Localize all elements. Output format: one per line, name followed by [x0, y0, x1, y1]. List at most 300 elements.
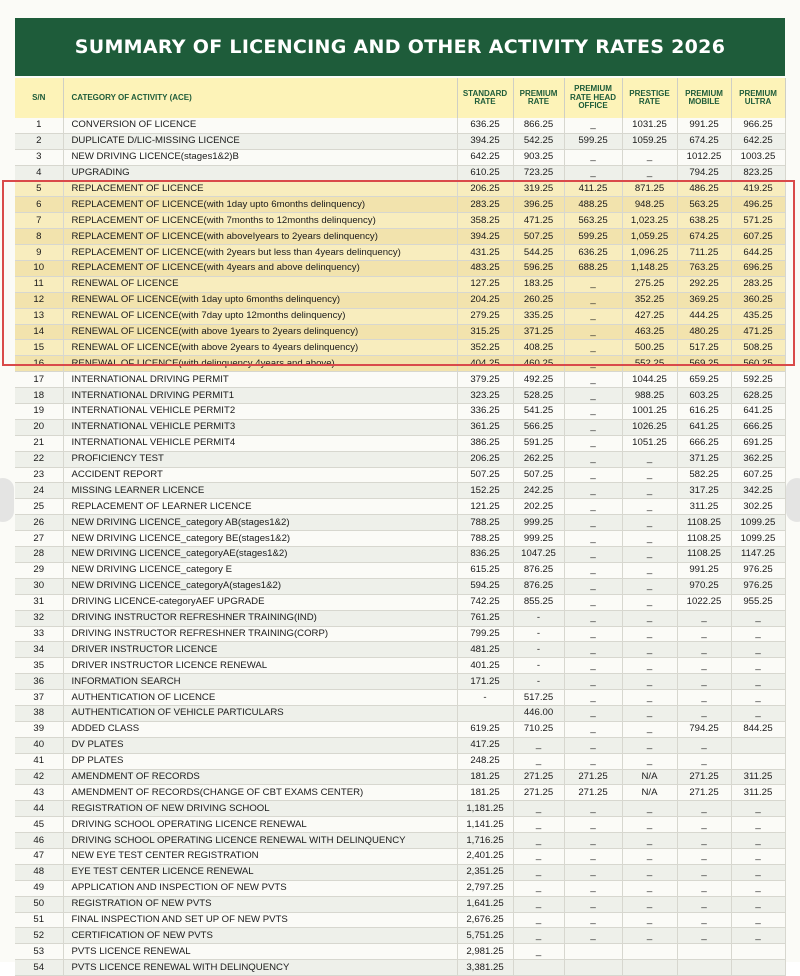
cell-premium-rate: 408.25 — [513, 340, 564, 356]
cell-premium-ultra: 691.25 — [731, 435, 785, 451]
cell-premium-mobile: _ — [677, 912, 731, 928]
cell-sn: 34 — [15, 642, 63, 658]
cell-category: NEW DRIVING LICENCE_categoryA(stages1&2) — [63, 578, 457, 594]
cell-premium-rate-head-office — [564, 960, 622, 976]
cell-prestige-rate: 1044.25 — [622, 372, 677, 388]
cell-standard-rate: 2,676.25 — [457, 912, 513, 928]
cell-standard-rate: 761.25 — [457, 610, 513, 626]
table-row — [15, 944, 785, 960]
cell-category: REPLACEMENT OF LICENCE — [63, 181, 457, 197]
cell-premium-mobile: _ — [677, 817, 731, 833]
cell-category: RENEWAL OF LICENCE(with 7day upto 12months delinquency) — [63, 308, 457, 324]
cell-prestige-rate: _ — [622, 674, 677, 690]
cell-category: INTERNATIONAL VEHICLE PERMIT2 — [63, 404, 457, 420]
cell-premium-rate: 591.25 — [513, 435, 564, 451]
cell-sn: 41 — [15, 753, 63, 769]
table-row — [15, 848, 785, 864]
cell-prestige-rate — [622, 944, 677, 960]
cell-standard-rate: 2,981.25 — [457, 944, 513, 960]
cell-category: NEW DRIVING LICENCE_categoryAE(stages1&2) — [63, 547, 457, 563]
cell-premium-rate-head-office: _ — [564, 594, 622, 610]
table-row — [15, 721, 785, 737]
cell-premium-ultra: 642.25 — [731, 133, 785, 149]
table-row — [15, 499, 785, 515]
cell-premium-ultra: 966.25 — [731, 118, 785, 133]
cell-premium-ultra: 823.25 — [731, 165, 785, 181]
cell-premium-rate-head-office: _ — [564, 896, 622, 912]
cell-premium-rate-head-office: _ — [564, 690, 622, 706]
table-row — [15, 149, 785, 165]
table-row — [15, 181, 785, 197]
cell-category: AMENDMENT OF RECORDS — [63, 769, 457, 785]
header-premium-ultra: PREMIUM ULTRA — [731, 78, 785, 118]
cell-prestige-rate: _ — [622, 864, 677, 880]
cell-premium-rate-head-office: _ — [564, 912, 622, 928]
cell-standard-rate: 181.25 — [457, 769, 513, 785]
cell-premium-ultra: 1099.25 — [731, 531, 785, 547]
cell-prestige-rate: _ — [622, 880, 677, 896]
cell-premium-mobile: 569.25 — [677, 356, 731, 372]
cell-prestige-rate: 1031.25 — [622, 118, 677, 133]
cell-premium-rate-head-office: _ — [564, 356, 622, 372]
cell-prestige-rate: _ — [622, 801, 677, 817]
cell-premium-ultra — [731, 960, 785, 976]
cell-premium-rate: - — [513, 674, 564, 690]
cell-standard-rate: 336.25 — [457, 404, 513, 420]
cell-standard-rate: 799.25 — [457, 626, 513, 642]
cell-standard-rate: 431.25 — [457, 245, 513, 261]
cell-sn: 54 — [15, 960, 63, 976]
table-row — [15, 197, 785, 213]
cell-premium-rate: _ — [513, 833, 564, 849]
table-row — [15, 785, 785, 801]
cell-premium-rate-head-office: _ — [564, 118, 622, 133]
cell-standard-rate: 279.25 — [457, 308, 513, 324]
next-arrow-button[interactable] — [786, 478, 800, 522]
cell-category: APPLICATION AND INSPECTION OF NEW PVTS — [63, 880, 457, 896]
cell-sn: 23 — [15, 467, 63, 483]
table-row — [15, 276, 785, 292]
cell-sn: 49 — [15, 880, 63, 896]
cell-premium-rate-head-office: _ — [564, 404, 622, 420]
cell-premium-ultra: _ — [731, 674, 785, 690]
cell-prestige-rate: 1,148.25 — [622, 261, 677, 277]
cell-category: REGISTRATION OF NEW DRIVING SCHOOL — [63, 801, 457, 817]
cell-premium-mobile: 444.25 — [677, 308, 731, 324]
cell-premium-rate-head-office: 411.25 — [564, 181, 622, 197]
cell-premium-mobile: _ — [677, 674, 731, 690]
cell-prestige-rate: 948.25 — [622, 197, 677, 213]
cell-premium-ultra: 496.25 — [731, 197, 785, 213]
cell-premium-rate: _ — [513, 912, 564, 928]
cell-category: DRIVER INSTRUCTOR LICENCE RENEWAL — [63, 658, 457, 674]
cell-premium-rate-head-office: _ — [564, 308, 622, 324]
cell-prestige-rate: 1,096.25 — [622, 245, 677, 261]
cell-standard-rate: 323.25 — [457, 388, 513, 404]
cell-standard-rate: 358.25 — [457, 213, 513, 229]
cell-premium-rate: - — [513, 658, 564, 674]
cell-premium-rate: 271.25 — [513, 769, 564, 785]
previous-arrow-button[interactable] — [0, 478, 14, 522]
cell-standard-rate: 2,401.25 — [457, 848, 513, 864]
cell-premium-rate-head-office: _ — [564, 610, 622, 626]
cell-premium-rate: 876.25 — [513, 578, 564, 594]
cell-category: INFORMATION SEARCH — [63, 674, 457, 690]
cell-standard-rate: 394.25 — [457, 133, 513, 149]
cell-standard-rate: 594.25 — [457, 578, 513, 594]
cell-standard-rate: 386.25 — [457, 435, 513, 451]
table-row — [15, 515, 785, 531]
table-row — [15, 801, 785, 817]
cell-premium-mobile: 271.25 — [677, 785, 731, 801]
cell-premium-rate: - — [513, 626, 564, 642]
cell-premium-rate-head-office: 271.25 — [564, 769, 622, 785]
table-row — [15, 404, 785, 420]
cell-sn: 24 — [15, 483, 63, 499]
table-row — [15, 658, 785, 674]
cell-standard-rate: 361.25 — [457, 419, 513, 435]
cell-premium-rate: 183.25 — [513, 276, 564, 292]
cell-category: DRIVER INSTRUCTOR LICENCE — [63, 642, 457, 658]
cell-premium-ultra: _ — [731, 705, 785, 721]
cell-premium-ultra: _ — [731, 658, 785, 674]
cell-sn: 36 — [15, 674, 63, 690]
cell-premium-rate: 262.25 — [513, 451, 564, 467]
cell-prestige-rate: _ — [622, 451, 677, 467]
cell-premium-ultra: 283.25 — [731, 276, 785, 292]
cell-premium-rate-head-office: _ — [564, 578, 622, 594]
cell-premium-ultra — [731, 753, 785, 769]
cell-category: MISSING LEARNER LICENCE — [63, 483, 457, 499]
table-row — [15, 118, 785, 133]
cell-standard-rate: 401.25 — [457, 658, 513, 674]
cell-premium-rate: _ — [513, 848, 564, 864]
table-row — [15, 896, 785, 912]
cell-premium-ultra: 1147.25 — [731, 547, 785, 563]
cell-premium-rate: _ — [513, 817, 564, 833]
cell-prestige-rate: 1051.25 — [622, 435, 677, 451]
cell-category: AUTHENTICATION OF VEHICLE PARTICULARS — [63, 705, 457, 721]
cell-premium-mobile — [677, 944, 731, 960]
cell-category: DRIVING INSTRUCTOR REFRESHNER TRAINING(IND) — [63, 610, 457, 626]
cell-premium-mobile: 970.25 — [677, 578, 731, 594]
cell-sn: 25 — [15, 499, 63, 515]
cell-standard-rate: 5,751.25 — [457, 928, 513, 944]
cell-premium-rate-head-office: _ — [564, 340, 622, 356]
cell-prestige-rate: _ — [622, 483, 677, 499]
cell-premium-rate: 371.25 — [513, 324, 564, 340]
cell-premium-mobile: _ — [677, 928, 731, 944]
cell-premium-ultra: _ — [731, 801, 785, 817]
cell-premium-rate-head-office: 599.25 — [564, 229, 622, 245]
cell-premium-rate: _ — [513, 864, 564, 880]
cell-prestige-rate: 1026.25 — [622, 419, 677, 435]
cell-premium-mobile: 991.25 — [677, 118, 731, 133]
cell-premium-rate-head-office: _ — [564, 705, 622, 721]
cell-premium-mobile: 486.25 — [677, 181, 731, 197]
cell-premium-rate: _ — [513, 753, 564, 769]
cell-premium-mobile: 292.25 — [677, 276, 731, 292]
cell-premium-mobile: _ — [677, 690, 731, 706]
cell-standard-rate: 619.25 — [457, 721, 513, 737]
cell-prestige-rate: N/A — [622, 769, 677, 785]
cell-sn: 20 — [15, 419, 63, 435]
cell-premium-rate: 710.25 — [513, 721, 564, 737]
cell-sn: 50 — [15, 896, 63, 912]
cell-premium-ultra — [731, 737, 785, 753]
cell-premium-ultra: 362.25 — [731, 451, 785, 467]
cell-premium-rate: 460.25 — [513, 356, 564, 372]
cell-standard-rate: 171.25 — [457, 674, 513, 690]
cell-premium-rate: 507.25 — [513, 229, 564, 245]
cell-premium-rate: _ — [513, 944, 564, 960]
cell-premium-rate-head-office: _ — [564, 817, 622, 833]
cell-prestige-rate — [622, 960, 677, 976]
table-row — [15, 864, 785, 880]
cell-premium-mobile: 616.25 — [677, 404, 731, 420]
table-row — [15, 769, 785, 785]
rates-table — [15, 78, 786, 976]
cell-premium-mobile: _ — [677, 626, 731, 642]
cell-premium-mobile: 517.25 — [677, 340, 731, 356]
table-row — [15, 435, 785, 451]
table-row — [15, 308, 785, 324]
cell-premium-rate: 544.25 — [513, 245, 564, 261]
cell-premium-rate: 260.25 — [513, 292, 564, 308]
cell-premium-rate: 541.25 — [513, 404, 564, 420]
cell-prestige-rate: _ — [622, 578, 677, 594]
cell-sn: 12 — [15, 292, 63, 308]
cell-premium-ultra: _ — [731, 928, 785, 944]
cell-premium-rate: - — [513, 642, 564, 658]
table-row — [15, 562, 785, 578]
cell-premium-mobile: 641.25 — [677, 419, 731, 435]
cell-premium-rate-head-office: _ — [564, 737, 622, 753]
cell-standard-rate: 315.25 — [457, 324, 513, 340]
cell-category: DUPLICATE D/LIC-MISSING LICENCE — [63, 133, 457, 149]
cell-sn: 5 — [15, 181, 63, 197]
cell-premium-rate-head-office: _ — [564, 276, 622, 292]
cell-premium-mobile: 659.25 — [677, 372, 731, 388]
cell-premium-ultra: _ — [731, 610, 785, 626]
cell-category: DRIVING INSTRUCTOR REFRESHNER TRAINING(CORP) — [63, 626, 457, 642]
cell-standard-rate: 610.25 — [457, 165, 513, 181]
cell-sn: 38 — [15, 705, 63, 721]
cell-prestige-rate: _ — [622, 912, 677, 928]
cell-standard-rate: - — [457, 690, 513, 706]
table-row — [15, 419, 785, 435]
cell-category: NEW DRIVING LICENCE(stages1&2)B — [63, 149, 457, 165]
cell-standard-rate: 206.25 — [457, 181, 513, 197]
cell-premium-mobile: 563.25 — [677, 197, 731, 213]
cell-prestige-rate: _ — [622, 928, 677, 944]
cell-premium-mobile: 638.25 — [677, 213, 731, 229]
cell-standard-rate: 788.25 — [457, 515, 513, 531]
table-row — [15, 610, 785, 626]
cell-category: CERTIFICATION OF NEW PVTS — [63, 928, 457, 944]
cell-premium-ultra: 311.25 — [731, 785, 785, 801]
cell-premium-rate: 396.25 — [513, 197, 564, 213]
cell-premium-rate: 446.00 — [513, 705, 564, 721]
cell-category: AMENDMENT OF RECORDS(CHANGE OF CBT EXAMS CENTER) — [63, 785, 457, 801]
cell-standard-rate: 788.25 — [457, 531, 513, 547]
cell-premium-rate: _ — [513, 801, 564, 817]
cell-standard-rate: 742.25 — [457, 594, 513, 610]
header-premium-mobile: PREMIUM MOBILE — [677, 78, 731, 118]
cell-sn: 46 — [15, 833, 63, 849]
cell-premium-ultra: _ — [731, 690, 785, 706]
table-row — [15, 626, 785, 642]
cell-sn: 31 — [15, 594, 63, 610]
cell-category: NEW DRIVING LICENCE_category BE(stages1&2) — [63, 531, 457, 547]
cell-premium-ultra: 571.25 — [731, 213, 785, 229]
cell-premium-ultra — [731, 944, 785, 960]
cell-premium-rate-head-office: 636.25 — [564, 245, 622, 261]
cell-prestige-rate: _ — [622, 531, 677, 547]
cell-prestige-rate: 988.25 — [622, 388, 677, 404]
cell-premium-rate: 471.25 — [513, 213, 564, 229]
cell-premium-mobile: 674.25 — [677, 133, 731, 149]
cell-prestige-rate: _ — [622, 737, 677, 753]
cell-standard-rate: 3,381.25 — [457, 960, 513, 976]
cell-premium-rate: 242.25 — [513, 483, 564, 499]
header-standard-rate: STANDARD RATE — [457, 78, 513, 118]
cell-prestige-rate: 427.25 — [622, 308, 677, 324]
cell-category: ADDED CLASS — [63, 721, 457, 737]
cell-prestige-rate: 1059.25 — [622, 133, 677, 149]
rates-table-wrapper — [15, 78, 785, 976]
cell-premium-ultra: 360.25 — [731, 292, 785, 308]
table-row — [15, 547, 785, 563]
cell-prestige-rate: _ — [622, 165, 677, 181]
cell-sn: 42 — [15, 769, 63, 785]
header-premium-rate-head-office: PREMIUM RATE HEAD OFFICE — [564, 78, 622, 118]
cell-sn: 40 — [15, 737, 63, 753]
cell-sn: 53 — [15, 944, 63, 960]
table-row — [15, 690, 785, 706]
cell-sn: 37 — [15, 690, 63, 706]
cell-premium-rate: _ — [513, 737, 564, 753]
cell-standard-rate: 404.25 — [457, 356, 513, 372]
cell-category: RENEWAL OF LICENCE(with above 1years to 2years delinquency) — [63, 324, 457, 340]
table-row — [15, 340, 785, 356]
table-row — [15, 880, 785, 896]
cell-premium-rate-head-office: _ — [564, 626, 622, 642]
cell-sn: 33 — [15, 626, 63, 642]
cell-standard-rate: 204.25 — [457, 292, 513, 308]
cell-premium-rate-head-office: _ — [564, 880, 622, 896]
cell-premium-rate: 202.25 — [513, 499, 564, 515]
table-row — [15, 324, 785, 340]
cell-prestige-rate: 500.25 — [622, 340, 677, 356]
cell-premium-ultra: 508.25 — [731, 340, 785, 356]
cell-sn: 6 — [15, 197, 63, 213]
cell-category: AUTHENTICATION OF LICENCE — [63, 690, 457, 706]
cell-sn: 1 — [15, 118, 63, 133]
cell-sn: 14 — [15, 324, 63, 340]
table-row — [15, 753, 785, 769]
cell-premium-mobile: _ — [677, 896, 731, 912]
cell-premium-rate-head-office: 688.25 — [564, 261, 622, 277]
cell-premium-rate-head-office: _ — [564, 547, 622, 563]
cell-premium-rate-head-office: _ — [564, 292, 622, 308]
cell-premium-rate-head-office: _ — [564, 928, 622, 944]
cell-premium-mobile: 763.25 — [677, 261, 731, 277]
cell-sn: 29 — [15, 562, 63, 578]
cell-category: PVTS LICENCE RENEWAL — [63, 944, 457, 960]
cell-prestige-rate: N/A — [622, 785, 677, 801]
cell-category: INTERNATIONAL DRIVING PERMIT — [63, 372, 457, 388]
table-row — [15, 817, 785, 833]
table-row — [15, 229, 785, 245]
cell-premium-rate: 999.25 — [513, 531, 564, 547]
cell-sn: 18 — [15, 388, 63, 404]
table-row — [15, 165, 785, 181]
cell-premium-mobile: 271.25 — [677, 769, 731, 785]
cell-premium-rate: 566.25 — [513, 419, 564, 435]
cell-premium-rate-head-office: _ — [564, 848, 622, 864]
cell-premium-mobile: 317.25 — [677, 483, 731, 499]
cell-standard-rate: 636.25 — [457, 118, 513, 133]
cell-premium-mobile: 1012.25 — [677, 149, 731, 165]
cell-premium-rate-head-office: _ — [564, 388, 622, 404]
cell-prestige-rate: _ — [622, 721, 677, 737]
cell-sn: 47 — [15, 848, 63, 864]
cell-category: DP PLATES — [63, 753, 457, 769]
cell-sn: 30 — [15, 578, 63, 594]
cell-prestige-rate: _ — [622, 610, 677, 626]
cell-category: DRIVING SCHOOL OPERATING LICENCE RENEWAL — [63, 817, 457, 833]
cell-sn: 43 — [15, 785, 63, 801]
cell-premium-rate: - — [513, 610, 564, 626]
cell-category: NEW DRIVING LICENCE_category E — [63, 562, 457, 578]
cell-category: DRIVING LICENCE-categoryAEF UPGRADE — [63, 594, 457, 610]
cell-category: REPLACEMENT OF LICENCE(with aboveIyears to 2years delinquency) — [63, 229, 457, 245]
cell-prestige-rate: _ — [622, 499, 677, 515]
cell-standard-rate: 2,351.25 — [457, 864, 513, 880]
cell-sn: 13 — [15, 308, 63, 324]
cell-prestige-rate: _ — [622, 515, 677, 531]
cell-sn: 52 — [15, 928, 63, 944]
cell-premium-ultra: _ — [731, 642, 785, 658]
cell-standard-rate: 483.25 — [457, 261, 513, 277]
cell-premium-ultra: 607.25 — [731, 467, 785, 483]
cell-premium-mobile: 369.25 — [677, 292, 731, 308]
cell-premium-rate-head-office: _ — [564, 531, 622, 547]
cell-premium-rate: 596.25 — [513, 261, 564, 277]
cell-premium-rate-head-office: _ — [564, 753, 622, 769]
cell-premium-mobile: _ — [677, 658, 731, 674]
table-body — [15, 118, 785, 976]
cell-standard-rate: 127.25 — [457, 276, 513, 292]
cell-premium-ultra: 976.25 — [731, 578, 785, 594]
cell-premium-mobile: _ — [677, 737, 731, 753]
cell-premium-mobile: 1108.25 — [677, 547, 731, 563]
cell-premium-mobile: _ — [677, 801, 731, 817]
cell-premium-ultra: 628.25 — [731, 388, 785, 404]
cell-premium-ultra: 592.25 — [731, 372, 785, 388]
cell-standard-rate: 1,641.25 — [457, 896, 513, 912]
cell-standard-rate: 836.25 — [457, 547, 513, 563]
cell-premium-rate-head-office: 488.25 — [564, 197, 622, 213]
cell-sn: 35 — [15, 658, 63, 674]
cell-premium-mobile: _ — [677, 864, 731, 880]
cell-premium-ultra: 471.25 — [731, 324, 785, 340]
cell-premium-ultra: 955.25 — [731, 594, 785, 610]
cell-category: RENEWAL OF LICENCE(with 1day upto 6months delinquency) — [63, 292, 457, 308]
cell-sn: 11 — [15, 276, 63, 292]
cell-premium-mobile: 311.25 — [677, 499, 731, 515]
